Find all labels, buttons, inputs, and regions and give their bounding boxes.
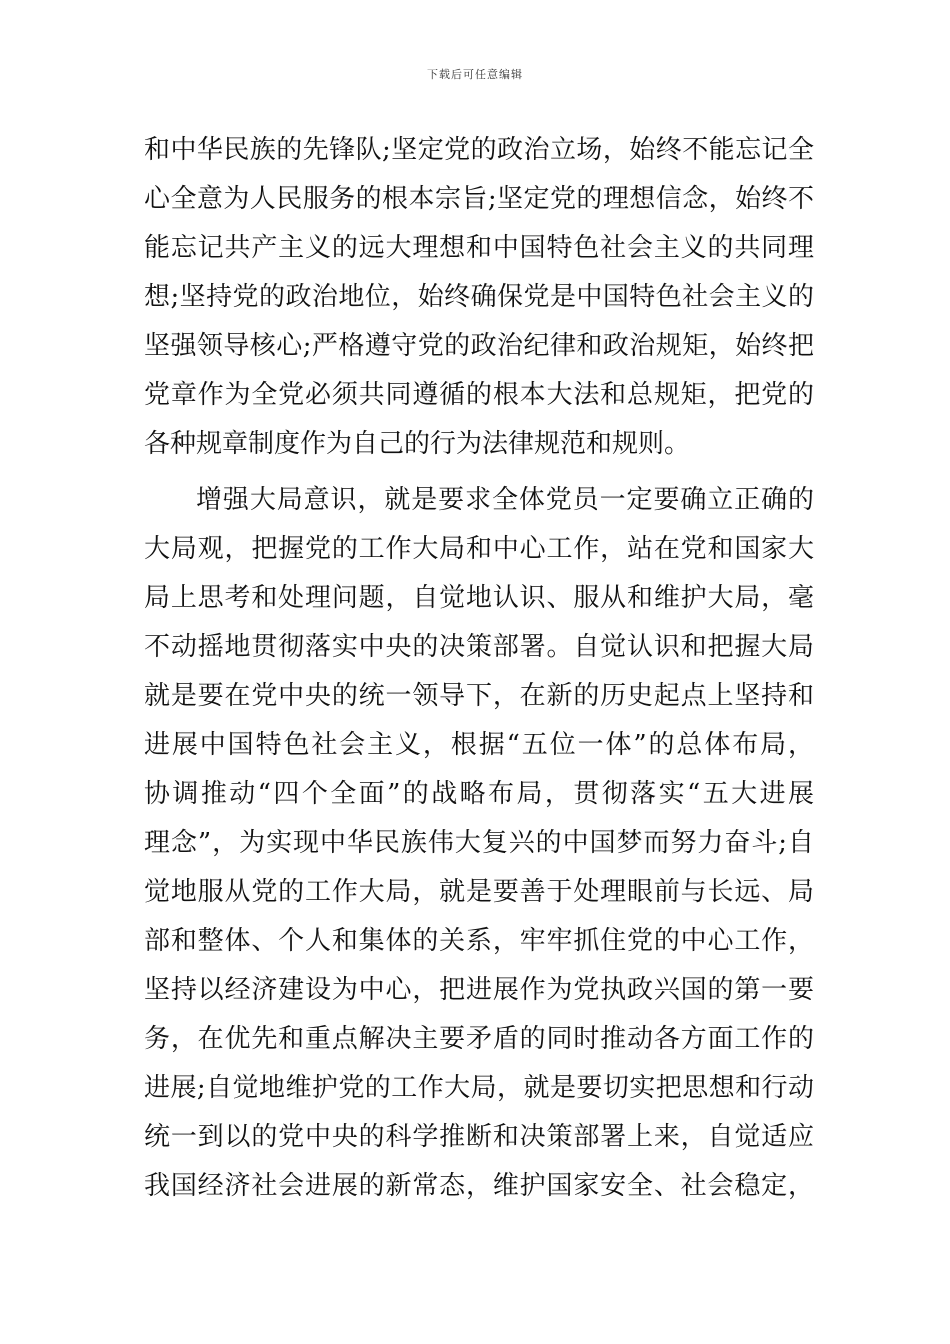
text-line: 坚强领导核心;严格遵守党的政治纪律和政治规矩，始终把 bbox=[144, 331, 814, 361]
text-line: 局上思考和处理问题，自觉地认识、服从和维护大局，毫 bbox=[144, 583, 814, 613]
text-line: 务，在优先和重点解决主要矛盾的同时推动各方面工作的 bbox=[144, 1024, 814, 1054]
page-header: 下载后可任意编辑 bbox=[427, 68, 523, 81]
text-line: 想;坚持党的政治地位，始终确保党是中国特色社会主义的 bbox=[144, 282, 814, 312]
text-line: 能忘记共产主义的远大理想和中国特色社会主义的共同理 bbox=[144, 233, 814, 263]
text-line: 理念”，为实现中华民族伟大复兴的中国梦而努力奋斗;自 bbox=[144, 828, 814, 858]
paragraph-2 bbox=[144, 476, 814, 1211]
paragraph-gap bbox=[144, 469, 814, 476]
text-line: 我国经济社会进展的新常态，维护国家安全、社会稳定， bbox=[144, 1171, 814, 1201]
text-line: 进展;自觉地维护党的工作大局，就是要切实把思想和行动 bbox=[144, 1073, 814, 1103]
text-line: 大局观，把握党的工作大局和中心工作，站在党和国家大 bbox=[144, 534, 814, 564]
document-body bbox=[144, 126, 814, 1211]
text-line: 坚持以经济建设为中心，把进展作为党执政兴国的第一要 bbox=[144, 975, 814, 1005]
text-line: 统一到以的党中央的科学推断和决策部署上来，自觉适应 bbox=[144, 1122, 814, 1152]
text-line: 部和整体、个人和集体的关系，牢牢抓住党的中心工作， bbox=[144, 926, 814, 956]
text-line: 和中华民族的先锋队;坚定党的政治立场，始终不能忘记全 bbox=[144, 135, 814, 165]
text-line: 增强大局意识，就是要求全体党员一定要确立正确的 bbox=[196, 485, 814, 515]
text-line: 各种规章制度作为自己的行为法律规范和规则。 bbox=[144, 429, 691, 459]
text-line: 觉地服从党的工作大局，就是要善于处理眼前与长远、局 bbox=[144, 877, 814, 907]
text-line: 党章作为全党必须共同遵循的根本大法和总规矩，把党的 bbox=[144, 380, 814, 410]
text-line: 不动摇地贯彻落实中央的决策部署。自觉认识和把握大局 bbox=[144, 632, 814, 662]
text-line: 进展中国特色社会主义，根据“五位一体”的总体布局， bbox=[144, 730, 814, 760]
text-line: 心全意为人民服务的根本宗旨;坚定党的理想信念，始终不 bbox=[144, 184, 814, 214]
paragraph-1 bbox=[144, 126, 814, 469]
text-line: 就是要在党中央的统一领导下，在新的历史起点上坚持和 bbox=[144, 681, 814, 711]
text-line: 协调推动“四个全面”的战略布局，贯彻落实“五大进展 bbox=[144, 779, 814, 809]
